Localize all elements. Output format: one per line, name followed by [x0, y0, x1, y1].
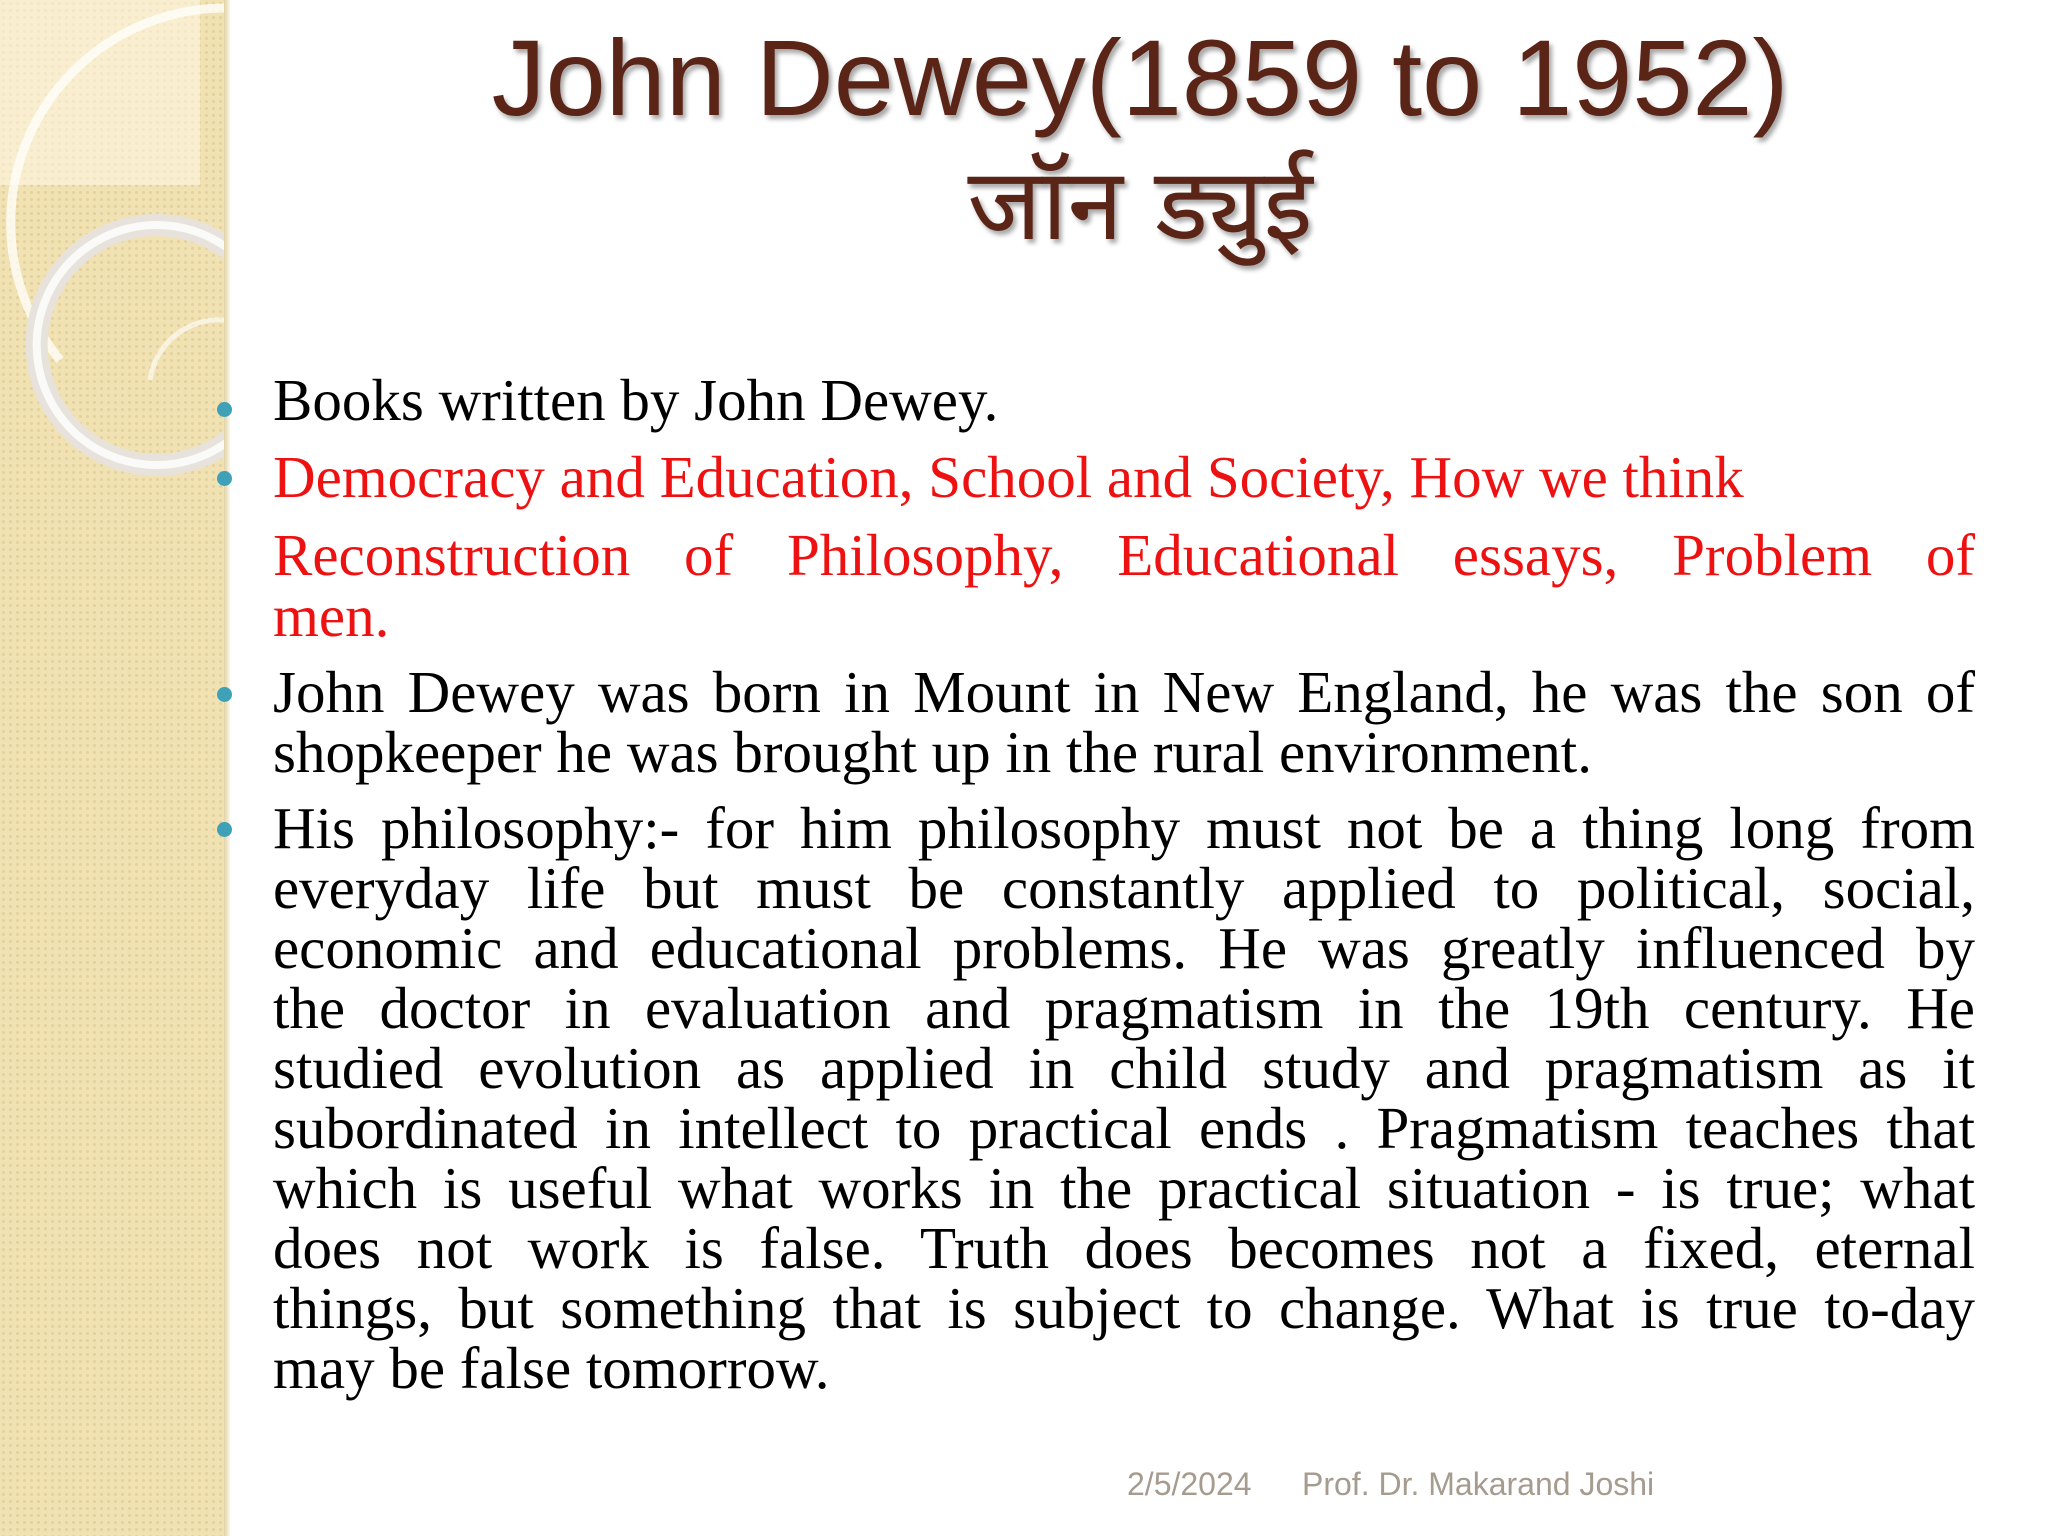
bullet-4-line-5: studied evolution as applied in child study and pragmatism as it [273, 1035, 1975, 1101]
bullet-3-line-1: John Dewey was born in Mount in New England, he was the son of [273, 659, 1975, 725]
bullet-3-line-2: shopkeeper he was brought up in the rural environment. [273, 719, 1592, 785]
bullet-marker [217, 687, 232, 702]
bullet-4-line-7: which is useful what works in the practical situation - is true; what [273, 1155, 1975, 1221]
slide-subtitle-hindi: जॉन ड्युई [967, 146, 1313, 263]
bullet-4-line-3: economic and educational problems. He was greatly influenced by [273, 915, 1975, 981]
bullet-marker [217, 402, 232, 417]
bullet-4-line-6: subordinated in intellect to practical ends . Pragmatism teaches that [273, 1095, 1975, 1161]
bullet-4-line-4: the doctor in evaluation and pragmatism in the 19th century. He [273, 975, 1975, 1041]
bullet-4-line-1: His philosophy:- for him philosophy must not be a thing long from [273, 795, 1975, 861]
slide-title: John Dewey(1859 to 1952) [491, 17, 1789, 138]
bullet-4-line-10: may be false tomorrow. [273, 1335, 830, 1401]
bullet-2-line-3: men. [273, 583, 390, 649]
bullet-4-line-2: everyday life but must be constantly applied to political, social, [273, 855, 1975, 921]
bullet-4-line-9: things, but something that is subject to change. What is true to-day [273, 1275, 1975, 1341]
bullet-2-line-1: Democracy and Education, School and Society, How we think [273, 444, 1744, 510]
bullet-1-line-1: Books written by John Dewey. [273, 367, 999, 433]
bullet-2-line-2: Reconstruction of Philosophy, Educational essays, Problem of [273, 522, 1975, 588]
bullet-marker [217, 471, 232, 486]
bullet-marker [217, 822, 232, 837]
bullet-4-line-8: does not work is false. Truth does becomes not a fixed, eternal [273, 1215, 1975, 1281]
footer-date: 2/5/2024 [1127, 1466, 1252, 1502]
footer-author: Prof. Dr. Makarand Joshi [1302, 1466, 1655, 1502]
